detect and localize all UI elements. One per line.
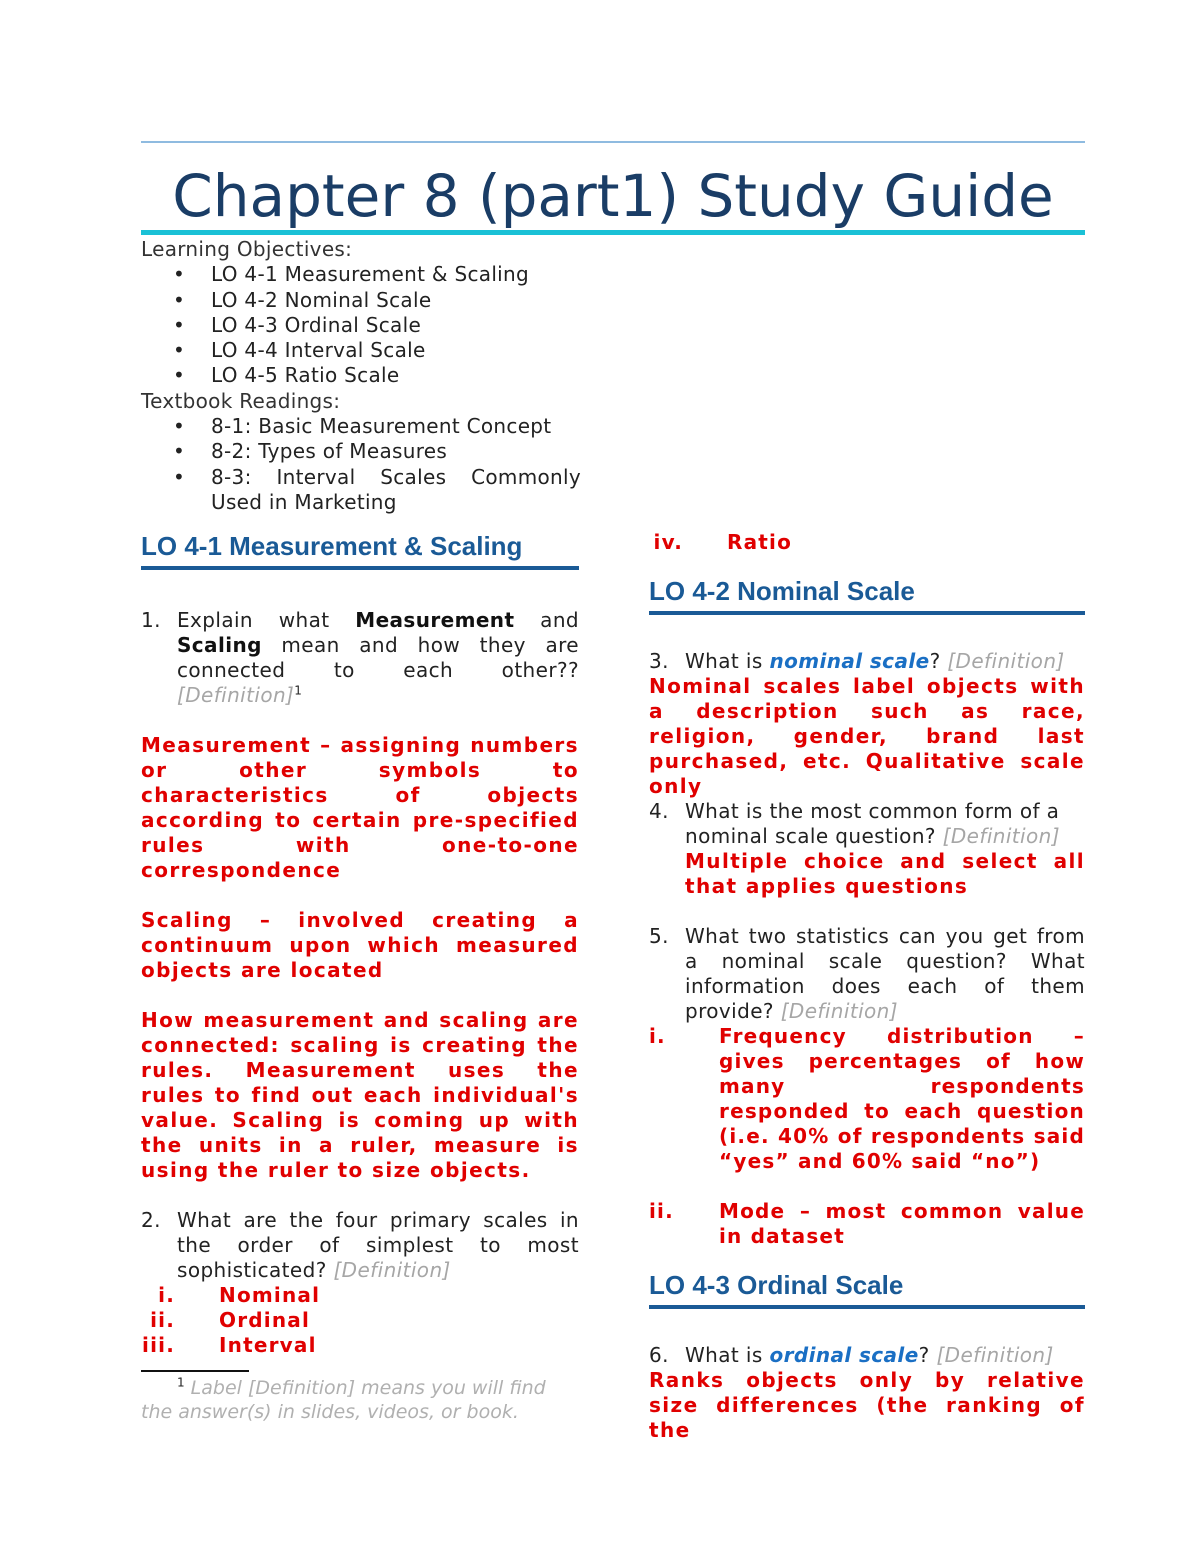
footnote	[141, 1376, 579, 1424]
readings-list	[141, 414, 581, 515]
question-number: 1.	[141, 608, 161, 632]
question-text: What is the most common form of a nominal scale question?	[685, 799, 1060, 848]
question-4	[649, 799, 1085, 899]
footnote-ref: 1	[294, 683, 303, 698]
question-number: 2.	[141, 1208, 161, 1232]
objective-item: • LO 4-5 Ratio Scale	[141, 363, 581, 388]
definition-tag: [Definition]	[942, 824, 1060, 848]
objectives-section	[141, 237, 581, 515]
statistic-item	[649, 1199, 1085, 1249]
answer-nominal: Nominal scales label objects with a description such as race, religion, gender, brand last purchased, etc. Qualitative scale only	[649, 674, 1085, 798]
term-ordinal-scale: ordinal scale	[769, 1343, 919, 1367]
footnote-text: Label [Definition] means you will find the answer(s) in slides, videos, or book.	[141, 1377, 546, 1423]
definition-tag: [Definition]	[780, 999, 898, 1023]
top-divider	[141, 141, 1085, 143]
statistic-text: Frequency distribution – gives percentages of how many respondents responded to each question (i.e. 40% of respondents said “yes” and 60% said “no”)	[719, 1024, 1085, 1173]
question-text: What is	[685, 649, 770, 673]
question-text: ?	[929, 649, 948, 673]
term-nominal-scale: nominal scale	[769, 649, 930, 673]
question-text: ?	[918, 1343, 937, 1367]
reading-item: • 8-3: Interval Scales Commonly Used in Marketing	[141, 465, 581, 516]
definition-tag: [Definition]	[936, 1343, 1054, 1367]
lo3-heading: LO 4-3 Ordinal Scale	[649, 1269, 1085, 1309]
scale-label: Interval	[219, 1333, 317, 1357]
scale-item	[141, 1283, 579, 1308]
question-1	[141, 608, 579, 708]
question-2	[141, 1208, 579, 1283]
question-text: and	[514, 608, 579, 632]
definition-tag: [Definition]	[947, 649, 1065, 673]
question-text: Explain what	[177, 608, 356, 632]
title-underline	[141, 230, 1085, 235]
right-column	[649, 530, 1085, 1443]
answer-q4: Multiple choice and select all that applies questions	[685, 849, 1085, 898]
question-text: What is	[685, 1343, 770, 1367]
reading-item: • 8-1: Basic Measurement Concept	[141, 414, 581, 439]
reading-item: • 8-2: Types of Measures	[141, 439, 581, 464]
lo1-heading: LO 4-1 Measurement & Scaling	[141, 530, 579, 570]
question-5	[649, 924, 1085, 1024]
left-column	[141, 530, 579, 1424]
roman-numeral: iii.	[142, 1333, 175, 1357]
statistic-text: Mode – most common value in dataset	[719, 1199, 1085, 1248]
question-6	[649, 1343, 1085, 1368]
answer-scaling: Scaling – involved creating a continuum upon which measured objects are located	[141, 908, 579, 982]
scale-item	[649, 530, 1085, 555]
question-text: What two statistics can you get from a nominal scale question? What information does each of them provide?	[685, 924, 1085, 1023]
question-number: 4.	[649, 799, 669, 823]
roman-numeral: i.	[649, 1024, 666, 1048]
question-number: 6.	[649, 1343, 669, 1367]
answer-connection: How measurement and scaling are connected: scaling is creating the rules. Measurement uses the rules to find out each individual's value. Scaling is coming up with the units in a ruler, measure is using the ruler to size objects.	[141, 1008, 579, 1182]
scale-item	[141, 1308, 579, 1333]
definition-tag: [Definition]	[333, 1258, 451, 1282]
question-number: 5.	[649, 924, 669, 948]
roman-numeral: ii.	[649, 1199, 674, 1223]
term-scaling: Scaling	[177, 633, 262, 657]
scale-label: Ratio	[727, 530, 793, 554]
answer-ordinal: Ranks objects only by relative size differences (the ranking of the	[649, 1368, 1085, 1442]
objective-item: • LO 4-2 Nominal Scale	[141, 288, 581, 313]
readings-label: Textbook Readings:	[141, 388, 341, 413]
page-title: Chapter 8 (part1) Study Guide	[172, 162, 1054, 230]
objective-item: • LO 4-1 Measurement & Scaling	[141, 262, 581, 287]
footnote-separator	[141, 1370, 249, 1372]
answer-measurement: Measurement – assigning numbers or other symbols to characteristics of objects according to certain pre-specified rules with one-to-one correspondence	[141, 733, 579, 882]
statistic-item	[649, 1024, 1085, 1174]
objective-item: • LO 4-3 Ordinal Scale	[141, 313, 581, 338]
scale-label: Nominal	[219, 1283, 321, 1307]
roman-numeral: ii.	[150, 1308, 175, 1332]
objectives-label: Learning Objectives:	[141, 237, 353, 261]
term-measurement: Measurement	[355, 608, 515, 632]
objectives-list	[141, 262, 581, 388]
question-number: 3.	[649, 649, 669, 673]
question-3	[649, 649, 1085, 674]
roman-numeral: iv.	[653, 530, 683, 554]
objective-item: • LO 4-4 Interval Scale	[141, 338, 581, 363]
scale-item	[141, 1333, 579, 1358]
footnote-number: 1	[177, 1375, 185, 1390]
question-text: What are the four primary scales in the order of simplest to most sophisticated?	[177, 1208, 579, 1282]
definition-tag: [Definition]	[177, 683, 295, 707]
scale-label: Ordinal	[219, 1308, 311, 1332]
lo2-heading: LO 4-2 Nominal Scale	[649, 575, 1085, 615]
roman-numeral: i.	[158, 1283, 175, 1307]
question-text: mean and how they are connected to each other??	[177, 633, 579, 682]
